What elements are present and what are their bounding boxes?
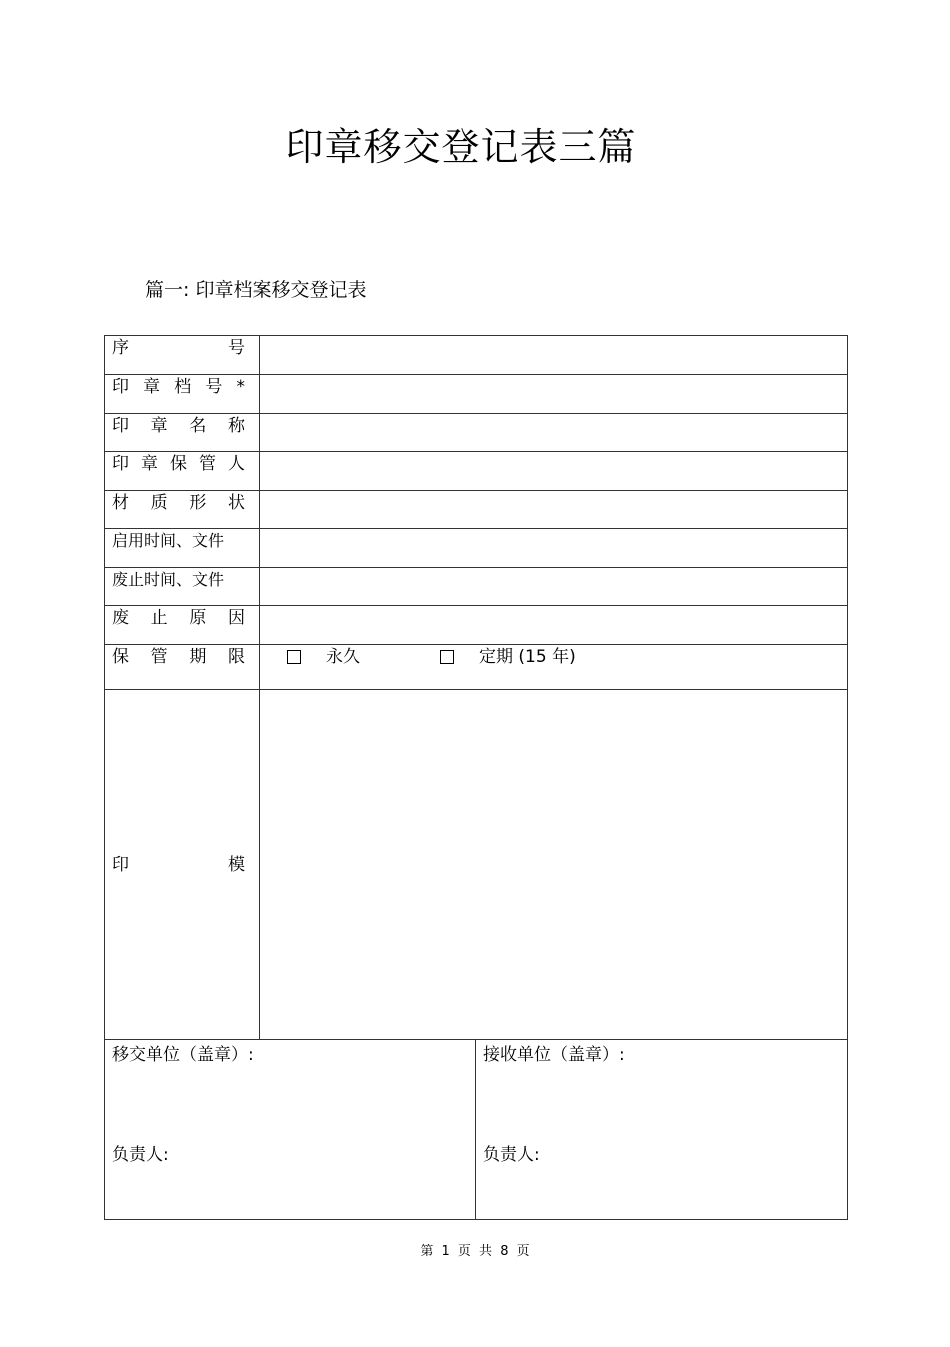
page-number-footer: 第 1 页 共 8 页 xyxy=(420,1244,530,1259)
table-row xyxy=(105,336,848,375)
row-label: 启用时间、文件 xyxy=(112,531,225,550)
enable-time-document-field[interactable] xyxy=(260,529,848,568)
seal-archive-number-field[interactable] xyxy=(260,375,848,414)
seal-name-field[interactable] xyxy=(260,414,848,452)
table-row xyxy=(105,375,848,414)
row-label: 印模 xyxy=(112,855,245,875)
table-row xyxy=(105,1040,848,1220)
row-label: 印章保管人 xyxy=(112,454,245,474)
retention-period-options xyxy=(260,645,848,690)
transfer-responsible-label: 负责人: xyxy=(112,1145,169,1165)
table-row xyxy=(105,529,848,568)
receive-unit-cell[interactable] xyxy=(476,1040,848,1220)
label-abolish-time-document xyxy=(105,568,260,606)
label-enable-time-document xyxy=(105,529,260,568)
label-material-shape xyxy=(105,491,260,529)
label-retention-period xyxy=(105,645,260,690)
table-row xyxy=(105,414,848,452)
label-seal-impression xyxy=(105,690,260,1040)
checkbox-icon[interactable] xyxy=(287,650,301,664)
table-row xyxy=(105,690,848,1040)
section-heading: 篇一: 印章档案移交登记表 xyxy=(145,279,367,301)
checkbox-icon[interactable] xyxy=(440,650,454,664)
label-seal-keeper xyxy=(105,452,260,491)
table-row xyxy=(105,606,848,645)
transfer-unit-label: 移交单位（盖章）: xyxy=(112,1045,254,1065)
row-label: 废止原因 xyxy=(112,608,245,628)
option-permanent[interactable] xyxy=(287,645,360,669)
row-label: 废止时间、文件 xyxy=(112,570,225,589)
seal-transfer-form xyxy=(104,335,848,1220)
document-title: 印章移交登记表三篇 xyxy=(285,125,637,169)
option-periodic-label: 定期 (15 年) xyxy=(479,647,576,667)
row-label: 印章档号* xyxy=(112,377,245,397)
table-row xyxy=(105,568,848,606)
transfer-unit-cell[interactable] xyxy=(105,1040,476,1220)
label-abolish-reason xyxy=(105,606,260,645)
label-seal-name xyxy=(105,414,260,452)
receive-unit-label: 接收单位（盖章）: xyxy=(483,1045,625,1065)
label-serial-number xyxy=(105,336,260,375)
abolish-reason-field[interactable] xyxy=(260,606,848,645)
table-row xyxy=(105,645,848,690)
row-label: 保管期限 xyxy=(112,647,245,667)
seal-keeper-field[interactable] xyxy=(260,452,848,491)
row-label: 印章名称 xyxy=(112,416,245,436)
label-seal-archive-number xyxy=(105,375,260,414)
row-label: 材质形状 xyxy=(112,493,245,513)
serial-number-field[interactable] xyxy=(260,336,848,375)
table-row xyxy=(105,452,848,491)
table-row xyxy=(105,491,848,529)
row-label: 序号 xyxy=(112,338,245,358)
material-shape-field[interactable] xyxy=(260,491,848,529)
abolish-time-document-field[interactable] xyxy=(260,568,848,606)
option-periodic[interactable] xyxy=(440,645,576,669)
option-permanent-label: 永久 xyxy=(326,647,360,667)
receive-responsible-label: 负责人: xyxy=(483,1145,540,1165)
seal-impression-area[interactable] xyxy=(260,690,848,1040)
